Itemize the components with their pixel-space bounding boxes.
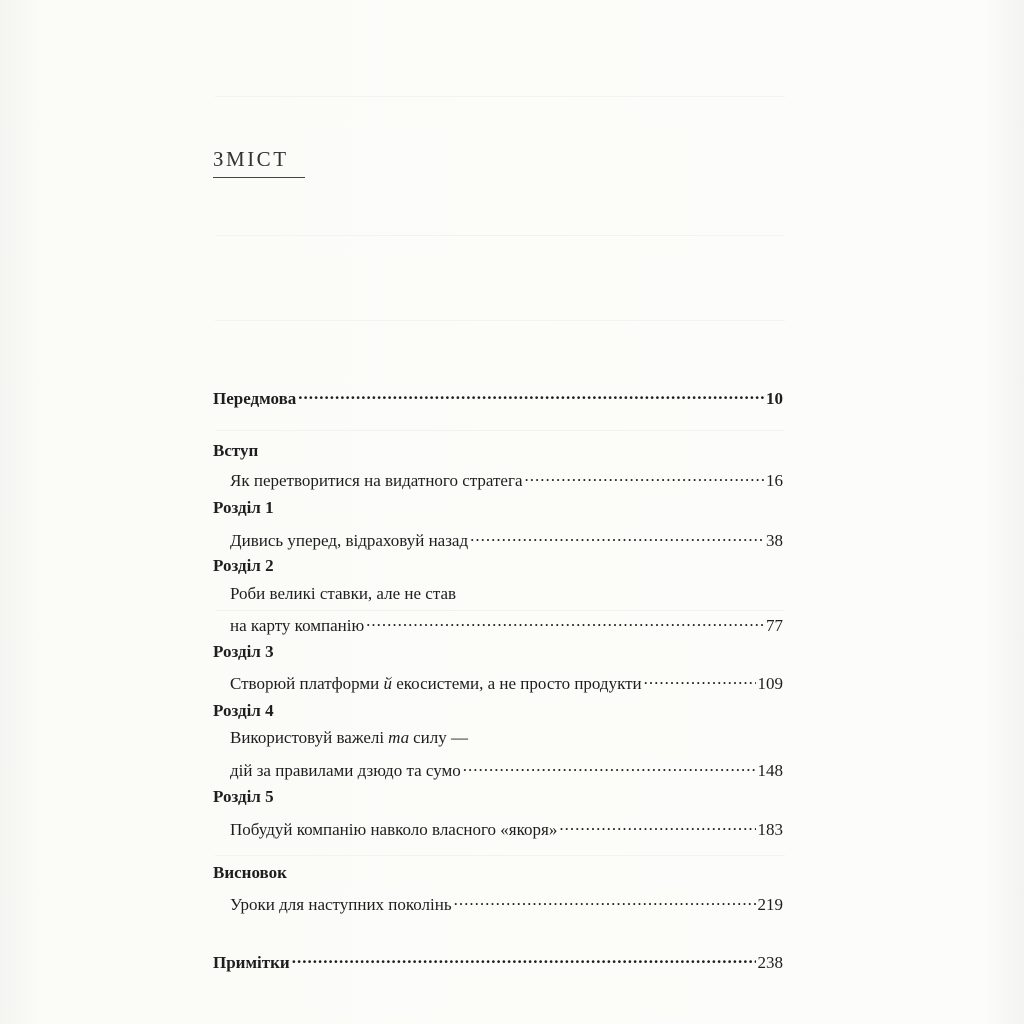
entry-label-line1 — [230, 728, 783, 748]
toc-entry-ch3[interactable] — [230, 669, 783, 694]
page-title: ЗМІСТ — [213, 147, 289, 171]
page-number: 16 — [766, 471, 783, 490]
section-heading-conclusion: Висновок — [213, 863, 287, 882]
page-number: 183 — [757, 820, 783, 839]
entry-label: Уроки для наступних поколінь — [230, 895, 452, 914]
page-number: 38 — [766, 531, 783, 550]
dot-leader — [470, 526, 764, 546]
toc-entry-notes[interactable] — [213, 948, 783, 973]
section-heading-ch3: Розділ 3 — [213, 642, 274, 661]
page-number: 238 — [757, 953, 783, 972]
label-part: екосистеми, а не просто продукти — [391, 674, 642, 693]
section-heading-ch5: Розділ 5 — [213, 787, 274, 806]
toc-entry-preface[interactable] — [213, 384, 783, 409]
entry-label: Як перетворитися на видатного стратега — [230, 471, 523, 490]
dot-leader — [463, 756, 756, 776]
label-part: силу — — [413, 728, 468, 747]
label-part: Створюй платформи — [230, 674, 384, 693]
dot-leader — [525, 466, 765, 486]
toc-entry-intro[interactable] — [230, 466, 783, 491]
dot-leader — [454, 890, 756, 910]
entry-label: Передмова — [213, 389, 297, 408]
bleed-through-line — [215, 235, 785, 236]
entry-label-line1: Роби великі ставки, але не став — [230, 584, 457, 603]
page-number: 148 — [757, 761, 783, 780]
entry-label: дій за правилами дзюдо та сумо — [230, 761, 461, 780]
entry-label — [230, 674, 642, 694]
section-heading-intro: Вступ — [213, 441, 259, 460]
dot-leader — [366, 611, 764, 631]
toc-entry-ch4[interactable] — [230, 756, 783, 781]
section-heading-ch4: Розділ 4 — [213, 701, 274, 720]
label-part: Використовуй важелі — [230, 728, 385, 747]
page-number: 219 — [757, 895, 783, 914]
section-heading-ch2: Розділ 2 — [213, 556, 274, 575]
toc-entry-ch5[interactable] — [230, 815, 783, 840]
entry-label: Побудуй компанію навколо власного «якоря» — [230, 820, 558, 839]
bleed-through-line — [215, 430, 785, 431]
dot-leader — [292, 948, 756, 968]
bleed-through-line — [215, 855, 785, 856]
label-italic: й — [383, 674, 392, 693]
dot-leader — [559, 815, 755, 835]
toc-entry-ch1[interactable] — [230, 526, 783, 551]
entry-label: Примітки — [213, 953, 290, 972]
dot-leader — [298, 384, 764, 404]
title-underline — [213, 177, 305, 178]
label-italic: та — [388, 728, 410, 747]
dot-leader — [644, 669, 756, 689]
bleed-through-line — [215, 96, 785, 97]
bleed-through-line — [215, 320, 785, 321]
entry-label: Дивись уперед, відраховуй назад — [230, 531, 469, 550]
page-number: 10 — [766, 389, 783, 408]
page-number: 109 — [757, 674, 783, 693]
page-number: 77 — [766, 616, 783, 635]
section-heading-ch1: Розділ 1 — [213, 498, 274, 517]
entry-label: на карту компанію — [230, 616, 365, 635]
toc-entry-ch2[interactable] — [230, 611, 783, 636]
toc-entry-conclusion[interactable] — [230, 890, 783, 915]
